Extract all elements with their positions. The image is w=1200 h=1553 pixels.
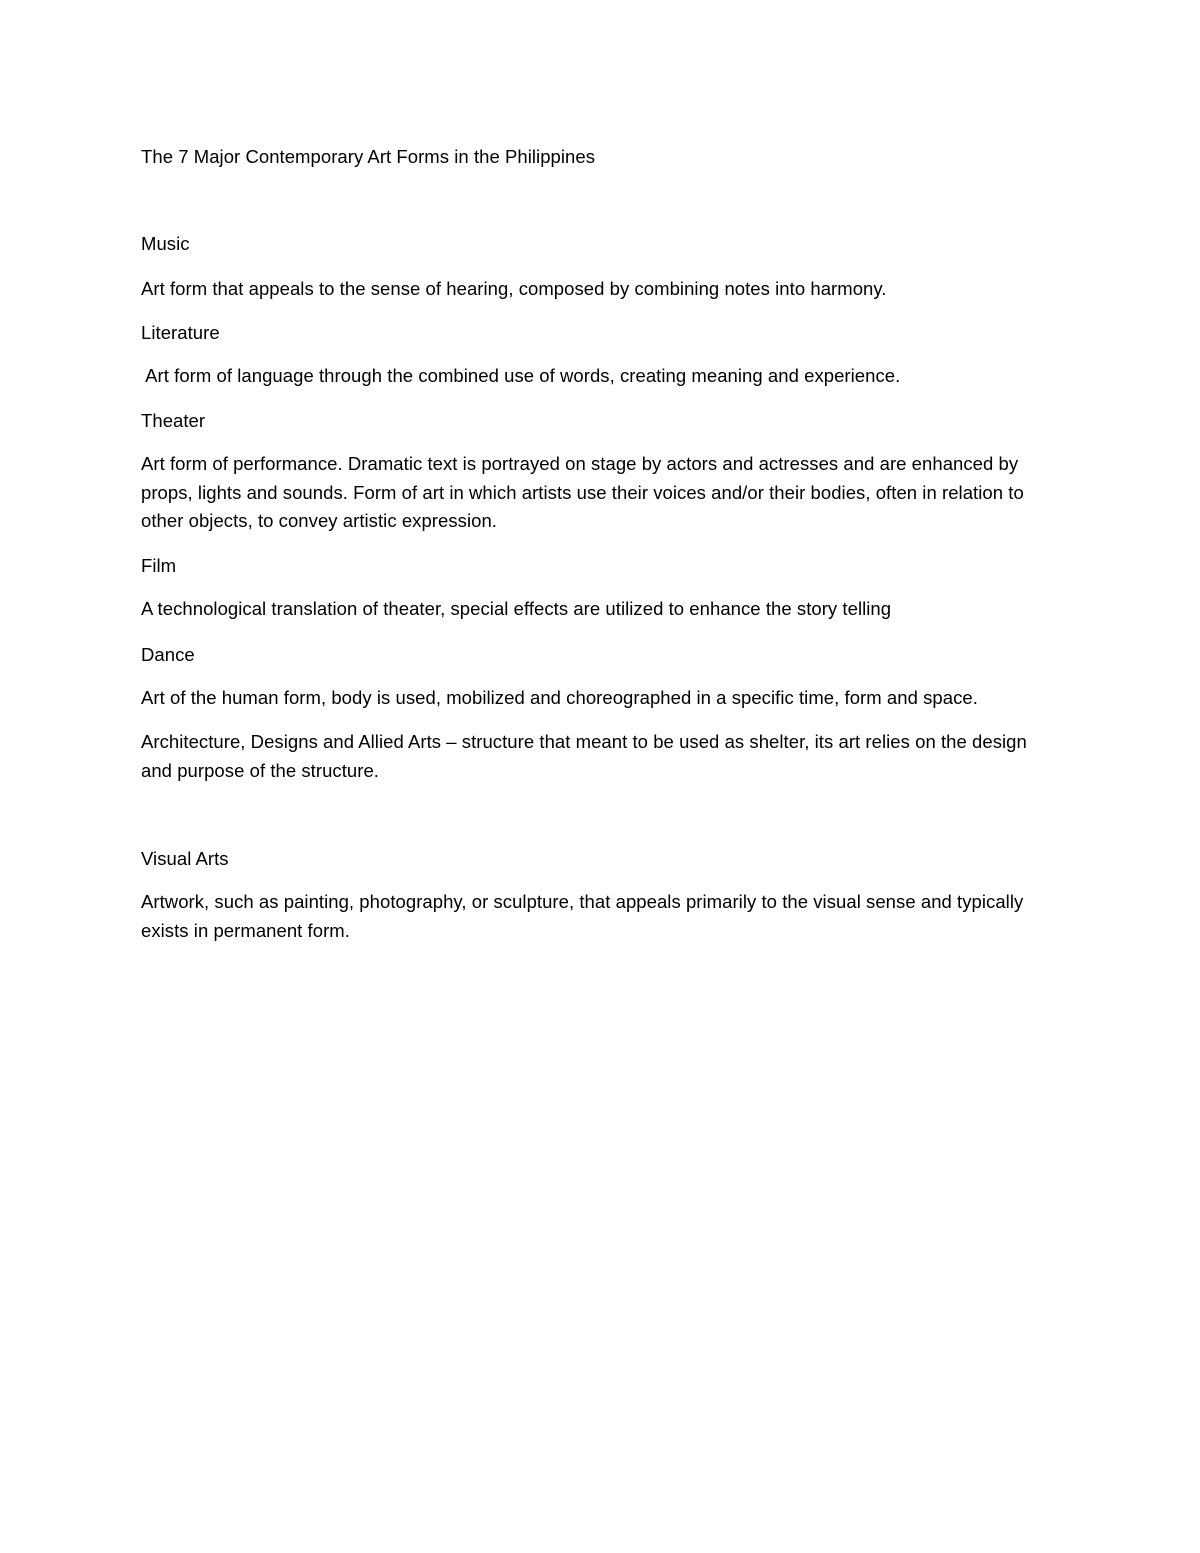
section-text-film: A technological translation of theater, special effects are utilized to enhance the story telling — [141, 598, 892, 619]
document-title: The 7 Major Contemporary Art Forms in the Philippines — [141, 146, 596, 167]
section-text-visual-arts: Artwork, such as painting, photography, or sculpture, that appeals primarily to the visual sense and typically exists in permanent form. — [141, 891, 1024, 941]
section-heading-literature: Literature — [141, 322, 220, 343]
section-heading-visual-arts: Visual Arts — [141, 848, 229, 869]
section-heading-music: Music — [141, 233, 190, 254]
section-heading-film: Film — [141, 555, 177, 576]
section-heading-dance: Dance — [141, 644, 195, 665]
section-text-architecture: Architecture, Designs and Allied Arts – structure that meant to be used as shelter, its art relies on the design and purpose of the structure. — [141, 731, 1027, 781]
section-text-music: Art form that appeals to the sense of hearing, composed by combining notes into harmony. — [141, 278, 887, 299]
section-text-literature: Art form of language through the combined use of words, creating meaning and experience. — [141, 365, 901, 386]
section-heading-theater: Theater — [141, 410, 206, 431]
section-text-theater: Art form of performance. Dramatic text is portrayed on stage by actors and actresses and are enhanced by props, lights and sounds. Form of art in which artists use their voices and/or their bodies, often in relation to other objects, to convey artistic expression. — [141, 453, 1024, 531]
section-text-dance: Art of the human form, body is used, mobilized and choreographed in a specific time, form and space. — [141, 687, 978, 708]
